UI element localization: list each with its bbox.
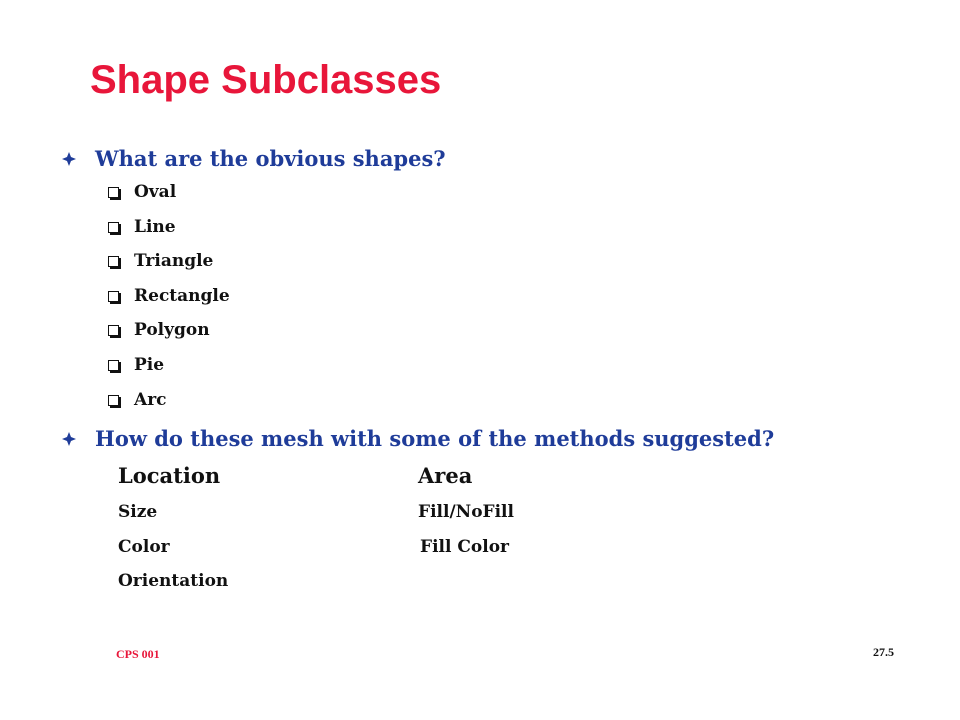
list-item xyxy=(108,182,176,202)
list-item-label: Line xyxy=(134,217,176,237)
bullet-obvious-shapes xyxy=(62,146,446,171)
list-item-label: Rectangle xyxy=(134,286,230,306)
square-bullet-icon xyxy=(108,360,119,371)
square-bullet-icon xyxy=(108,325,119,336)
list-item xyxy=(108,217,176,237)
square-bullet-icon xyxy=(108,256,119,267)
method-fill-nofill: Fill/NoFill xyxy=(418,502,514,522)
square-bullet-icon xyxy=(108,222,119,233)
method-orientation: Orientation xyxy=(118,571,229,591)
list-item xyxy=(108,355,164,375)
list-item xyxy=(108,286,230,306)
square-bullet-icon xyxy=(108,291,119,302)
diamond-bullet-icon xyxy=(62,432,76,446)
page-number: 27.5 xyxy=(873,645,894,659)
bullet-text: What are the obvious shapes? xyxy=(95,146,446,171)
bullet-text: How do these mesh with some of the methods suggested? xyxy=(95,426,775,451)
method-color: Color xyxy=(118,537,170,557)
list-item-label: Oval xyxy=(134,182,177,202)
method-fill-color: Fill Color xyxy=(420,537,509,557)
list-item xyxy=(108,320,210,340)
method-area: Area xyxy=(418,463,473,488)
diamond-bullet-icon xyxy=(62,152,76,166)
list-item-label: Pie xyxy=(134,355,165,375)
list-item xyxy=(108,251,213,271)
bullet-methods xyxy=(62,426,774,451)
footer-course: CPS 001 xyxy=(116,647,160,661)
list-item-label: Arc xyxy=(134,390,167,410)
slide-title: Shape Subclasses xyxy=(90,58,442,102)
list-item-label: Polygon xyxy=(134,320,210,340)
method-size: Size xyxy=(118,502,158,522)
list-item xyxy=(108,390,167,410)
list-item-label: Triangle xyxy=(134,251,214,271)
method-location: Location xyxy=(118,463,221,488)
square-bullet-icon xyxy=(108,187,119,198)
square-bullet-icon xyxy=(108,395,119,406)
